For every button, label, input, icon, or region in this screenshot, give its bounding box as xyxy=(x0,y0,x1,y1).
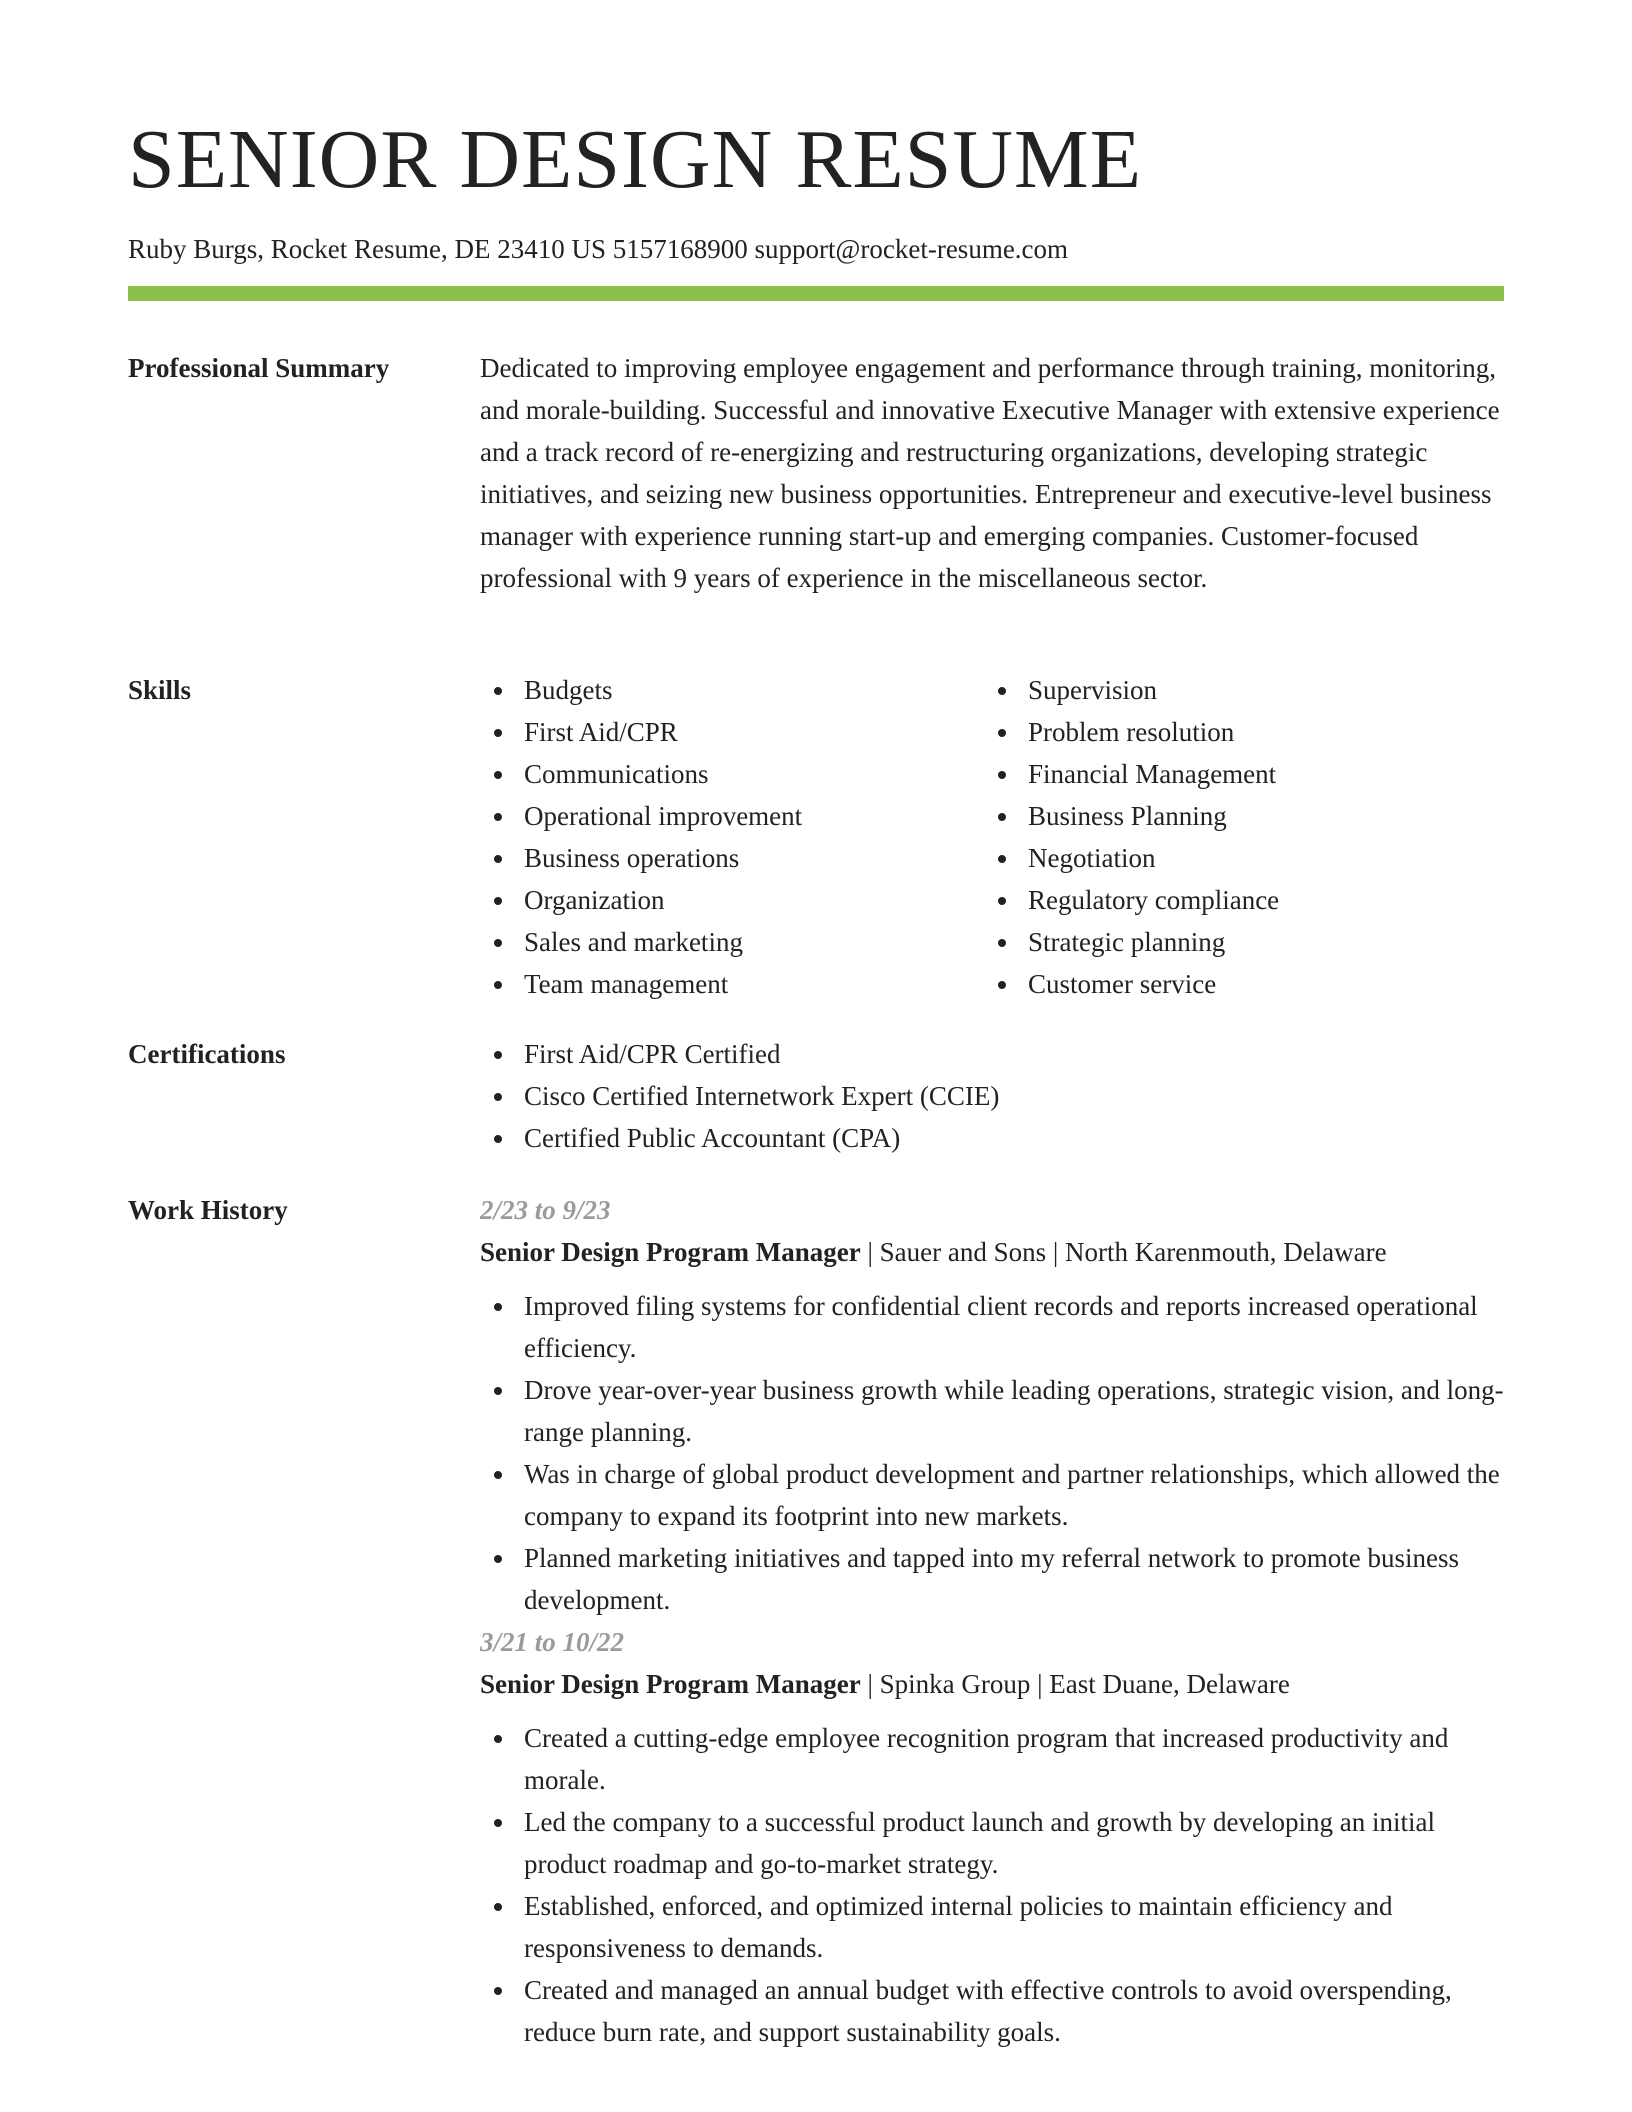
contact-phone: 5157168900 xyxy=(612,234,748,264)
job-employer-location: | Spinka Group | East Duane, Delaware xyxy=(860,1669,1290,1699)
job-title: Senior Design Program Manager xyxy=(480,1669,861,1699)
certifications-label: Certifications xyxy=(128,1039,286,1069)
job-bullet: Was in charge of global product development and partner relationships, which allowed the company to expand its footprint into new markets. xyxy=(480,1453,1504,1537)
job-heading xyxy=(480,1663,1504,1705)
skill-item: Supervision xyxy=(984,669,1504,711)
skills-list-right xyxy=(984,669,1504,1005)
job-title: Senior Design Program Manager xyxy=(480,1237,861,1267)
skills-label: Skills xyxy=(128,675,192,705)
job-bullet: Created a cutting-edge employee recognition program that increased productivity and morale. xyxy=(480,1717,1504,1801)
skill-item: Strategic planning xyxy=(984,921,1504,963)
job-dates: 2/23 to 9/23 xyxy=(480,1195,611,1225)
job-bullet: Led the company to a successful product launch and growth by developing an initial product roadmap and go-to-market strategy. xyxy=(480,1801,1504,1885)
job-entry xyxy=(480,1189,1504,1621)
summary-label: Professional Summary xyxy=(128,353,390,383)
certifications-list xyxy=(480,1033,1504,1159)
work-history-label: Work History xyxy=(128,1195,288,1225)
skill-item: Customer service xyxy=(984,963,1504,1005)
job-bullet: Created and managed an annual budget with effective controls to avoid overspending, reduce burn rate, and support sustainability goals. xyxy=(480,1969,1504,2053)
skill-item: Organization xyxy=(480,879,984,921)
skill-item: Business operations xyxy=(480,837,984,879)
contact-line xyxy=(128,232,1068,266)
skill-item: Business Planning xyxy=(984,795,1504,837)
skill-item: Operational improvement xyxy=(480,795,984,837)
job-entry xyxy=(480,1621,1504,2053)
skill-item: Communications xyxy=(480,753,984,795)
job-bullet: Improved filing systems for confidential client records and reports increased operational efficiency. xyxy=(480,1285,1504,1369)
contact-name: Ruby Burgs, xyxy=(128,234,265,264)
certifications-body xyxy=(480,1033,1504,1159)
skill-item: First Aid/CPR xyxy=(480,711,984,753)
job-heading xyxy=(480,1231,1504,1273)
job-bullet: Established, enforced, and optimized internal policies to maintain efficiency and responsiveness to demands. xyxy=(480,1885,1504,1969)
certification-item: First Aid/CPR Certified xyxy=(480,1033,1504,1075)
skills-list-left xyxy=(480,669,984,1005)
job-dates: 3/21 to 10/22 xyxy=(480,1627,625,1657)
skill-item: Financial Management xyxy=(984,753,1504,795)
contact-city: Rocket Resume, xyxy=(270,234,448,264)
job-bullet-list xyxy=(480,1717,1504,2053)
skills-body xyxy=(480,669,1504,1005)
contact-email: support@rocket-resume.com xyxy=(754,234,1069,264)
job-bullet-list xyxy=(480,1285,1504,1621)
skill-item: Regulatory compliance xyxy=(984,879,1504,921)
skill-item: Negotiation xyxy=(984,837,1504,879)
job-bullet: Drove year-over-year business growth while leading operations, strategic vision, and long-range planning. xyxy=(480,1369,1504,1453)
certification-item: Certified Public Accountant (CPA) xyxy=(480,1117,1504,1159)
certification-item: Cisco Certified Internetwork Expert (CCIE) xyxy=(480,1075,1504,1117)
resume-title: SENIOR DESIGN RESUME xyxy=(128,113,1143,206)
work-history-body xyxy=(480,1189,1504,2053)
summary-text: Dedicated to improving employee engagement and performance through training, monitoring, and morale-building. Successful and innovative Executive Manager with extensive experience and a track record of re-energizing and restructuring organizations, developing strategic initiatives, and seizing new business opportunities. Entrepreneur and executive-level business manager with experience running start-up and emerging companies. Customer-focused professional with 9 years of experience in the miscellaneous sector. xyxy=(480,353,1500,593)
skill-item: Problem resolution xyxy=(984,711,1504,753)
skill-item: Sales and marketing xyxy=(480,921,984,963)
header-divider xyxy=(128,286,1504,301)
job-employer-location: | Sauer and Sons | North Karenmouth, Delaware xyxy=(860,1237,1387,1267)
skill-item: Budgets xyxy=(480,669,984,711)
summary-body xyxy=(480,347,1504,599)
job-bullet: Planned marketing initiatives and tapped into my referral network to promote business development. xyxy=(480,1537,1504,1621)
skill-item: Team management xyxy=(480,963,984,1005)
contact-state-zip: DE 23410 US xyxy=(454,234,607,264)
